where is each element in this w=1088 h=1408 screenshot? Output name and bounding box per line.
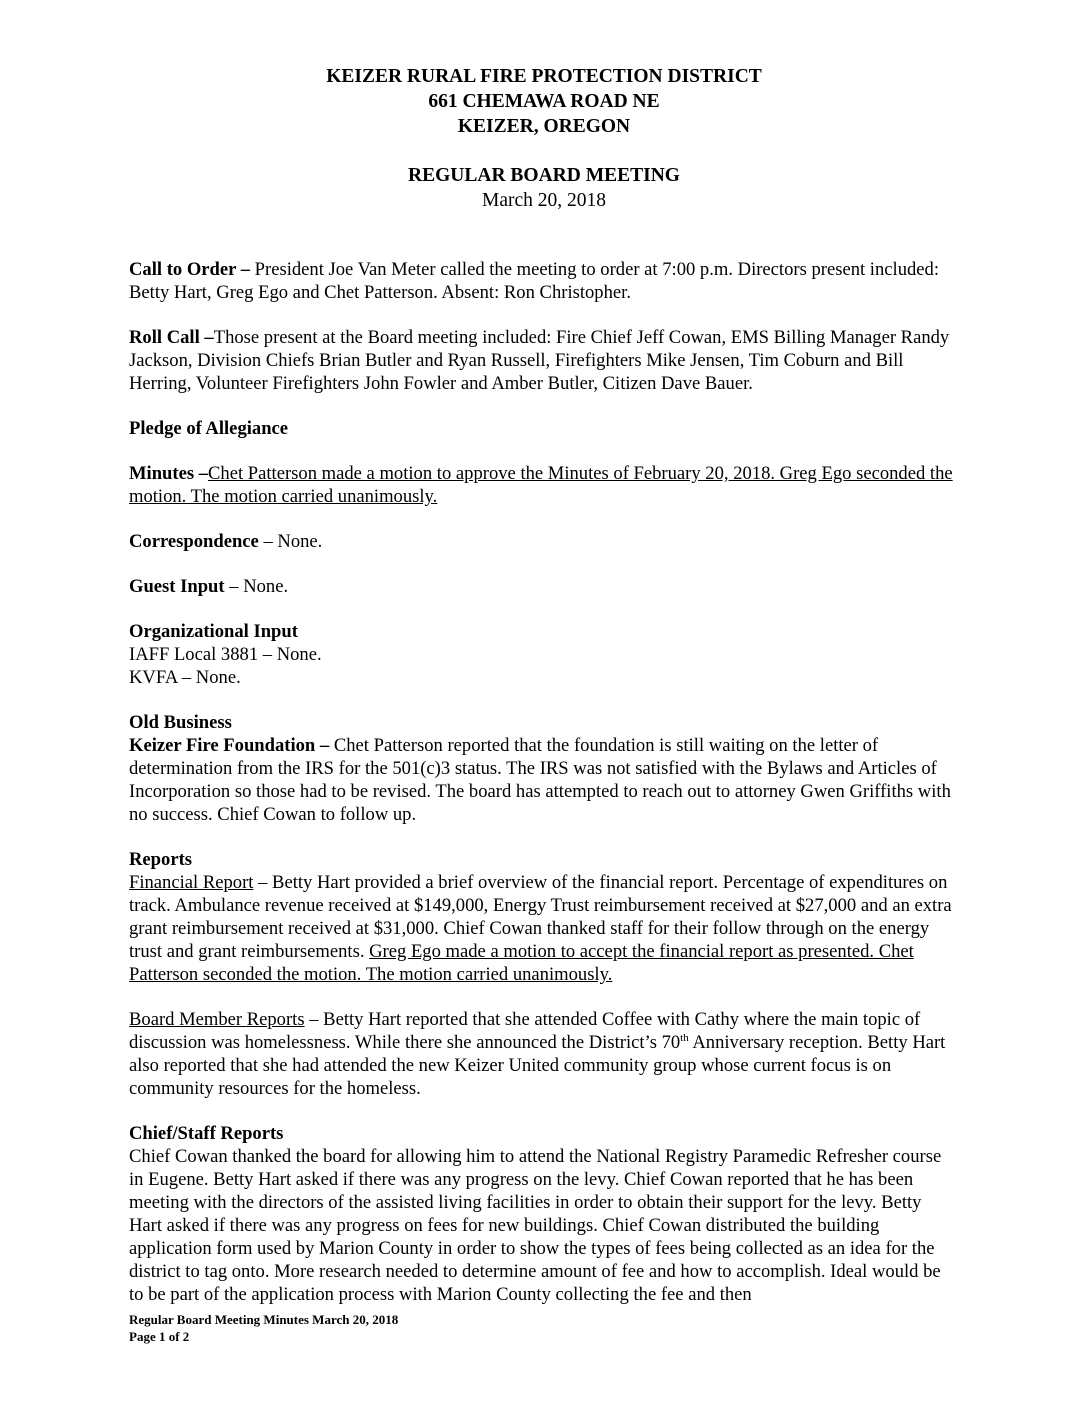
document-header — [0, 64, 1088, 139]
chief-staff-label: Chief/Staff Reports — [129, 1123, 284, 1144]
board-reports-label: Board Member Reports — [129, 1009, 305, 1030]
minutes-body — [129, 258, 959, 1306]
board-reports-sup: th — [680, 1031, 689, 1044]
org-name: KEIZER RURAL FIRE PROTECTION DISTRICT — [326, 66, 762, 87]
board-reports-text-1: – Betty Hart reported that she attended Coffee with Cathy where the main topic of discussion was homelessness. While there she announced the District’s 70 — [129, 1009, 921, 1053]
reports-label: Reports — [129, 849, 192, 870]
financial-report-label: Financial Report — [129, 872, 254, 893]
foundation-label: Keizer Fire Foundation – — [129, 735, 334, 756]
financial-report-text: – Betty Hart provided a brief overview of the financial report. Percentage of expenditures on track. Ambulance revenue received at $149,000, Energy Trust reimbursement received at $27,000 and an extra grant reimbursement received at $31,000. Chief Cowan thanked staff for their follow through on the energy trust and grant reimbursements. — [129, 872, 952, 962]
iaff-line: IAFF Local 3881 – None. — [129, 644, 322, 665]
page-footer — [129, 1311, 398, 1345]
correspondence-label: Correspondence — [129, 531, 259, 552]
old-business-section — [129, 711, 959, 826]
chief-staff-text: Chief Cowan thanked the board for allowing him to attend the National Registry Paramedic Refresher course in Eugene. Betty Hart asked if there was any progress on the levy. Chief Cowan reported that he has been meeting with the directors of the assisted living facilities in order to obtain their support for the levy. Betty Hart asked if there was any progress on fees for new buildings. Chief Cowan distributed the building application form used by Marion County in order to show the types of fees being collected as an idea for the district to tag onto. More research needed to determine amount of fee and how to accomplish. Ideal would be to be part of the application process with Marion County collecting the fee and then — [129, 1146, 942, 1305]
pledge-label: Pledge of Allegiance — [129, 418, 289, 439]
financial-report — [129, 871, 959, 986]
correspondence-text: – None. — [258, 531, 323, 552]
org-address: 661 CHEMAWA ROAD NE — [428, 91, 660, 112]
org-city: KEIZER, OREGON — [457, 116, 631, 137]
roll-call-text: Those present at the Board meeting included: Fire Chief Jeff Cowan, EMS Billing Manager Randy Jackson, Division Chiefs Brian Butler and Ryan Russell, Firefighters Mike Jensen, Tim Coburn and Bill Herring, Volunteer Firefighters John Fowler and Amber Butler, Citizen Dave Bauer. — [129, 327, 950, 394]
meeting-type: REGULAR BOARD MEETING — [408, 165, 680, 186]
board-member-reports — [129, 1008, 959, 1100]
footer-page-number: Page 1 of 2 — [129, 1329, 190, 1344]
old-business-label: Old Business — [129, 712, 232, 733]
financial-report-motion: Greg Ego made a motion to accept the financial report as presented. Chet Patterson seconded the motion. The motion carried unanimously. — [129, 941, 914, 985]
pledge-section — [129, 417, 959, 440]
call-to-order-section — [129, 258, 959, 304]
board-reports-text-2: Anniversary reception. Betty Hart also reported that she had attended the new Keizer United community group whose current focus is on community resources for the homeless. — [129, 1032, 946, 1099]
call-to-order-text: President Joe Van Meter called the meeting to order at 7:00 p.m. Directors present included: Betty Hart, Greg Ego and Chet Patterson. Absent: Ron Christopher. — [129, 259, 939, 303]
kvfa-line: KVFA – None. — [129, 667, 241, 688]
minutes-section — [129, 462, 959, 508]
call-to-order-label: Call to Order – — [129, 259, 255, 280]
chief-staff-section — [129, 1122, 959, 1306]
foundation-text: Chet Patterson reported that the foundation is still waiting on the letter of determination from the IRS for the 501(c)3 status. The IRS was not satisfied with the Bylaws and Articles of Incorporation so those had to be revised. The board has attempted to reach out to attorney Gwen Griffiths with no success. Chief Cowan to follow up. — [129, 735, 951, 825]
minutes-motion: Chet Patterson made a motion to approve the Minutes of February 20, 2018. Greg Ego seconded the motion. The motion carried unanimously. — [129, 463, 953, 507]
roll-call-label: Roll Call – — [129, 327, 214, 348]
guest-input-text: – None. — [224, 576, 289, 597]
guest-input-label: Guest Input — [129, 576, 225, 597]
meeting-date: March 20, 2018 — [481, 190, 607, 211]
roll-call-section — [129, 326, 959, 395]
reports-section — [129, 848, 959, 986]
meeting-header — [0, 163, 1088, 213]
correspondence-section — [129, 530, 959, 553]
organizational-input-section — [129, 620, 959, 689]
minutes-label: Minutes – — [129, 463, 209, 484]
foundation-item — [129, 734, 959, 826]
guest-input-section — [129, 575, 959, 598]
organizational-input-label: Organizational Input — [129, 621, 298, 642]
footer-title: Regular Board Meeting Minutes March 20, 2018 — [129, 1312, 399, 1327]
